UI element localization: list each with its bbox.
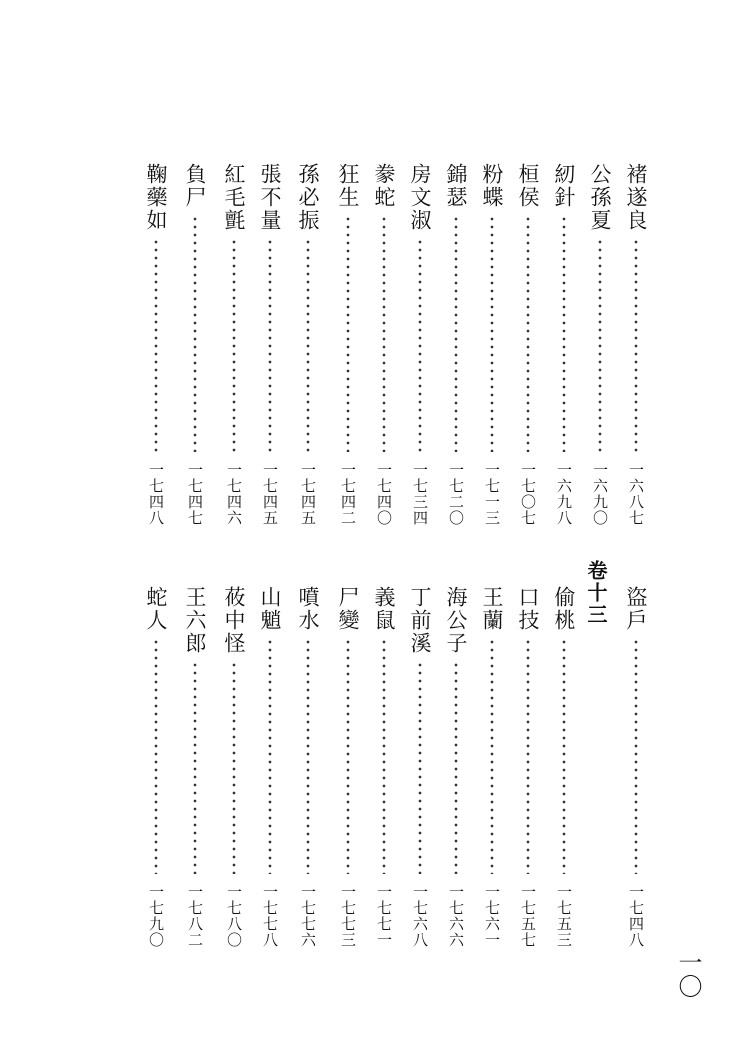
toc-entry-title: 孫必振 bbox=[296, 163, 320, 232]
dot-leader bbox=[193, 661, 197, 874]
toc-entry-title: 偷桃 bbox=[552, 586, 576, 632]
toc-entry bbox=[586, 163, 614, 526]
toc-entry-page-number: 一七五七 bbox=[519, 884, 537, 948]
toc-entry-title: 負尸 bbox=[183, 163, 207, 209]
toc-entry-page-number: 一七四六 bbox=[225, 462, 243, 526]
dot-leader bbox=[490, 215, 494, 452]
toc-entry-page-number: 一七六八 bbox=[411, 884, 429, 948]
toc-entry-title: 口技 bbox=[516, 586, 540, 632]
toc-entry-page-number: 一七一三 bbox=[483, 462, 501, 526]
toc-entry-title: 張不量 bbox=[258, 163, 282, 232]
toc-entry-page-number: 一六九〇 bbox=[591, 462, 609, 526]
toc-entry-page-number: 一七四五 bbox=[261, 462, 279, 526]
toc-entry-page-number: 一七二〇 bbox=[447, 462, 465, 526]
toc-entry-page-number: 一七五三 bbox=[555, 884, 573, 948]
toc-entry bbox=[442, 163, 470, 526]
toc-entry-page-number: 一七八二 bbox=[186, 884, 204, 948]
toc-entry-page-number: 一六八七 bbox=[627, 462, 645, 526]
dot-leader bbox=[154, 238, 158, 452]
volume-heading: 卷十三 bbox=[584, 560, 608, 626]
toc-entry-page-number: 一七四五 bbox=[299, 462, 317, 526]
toc-entry bbox=[514, 586, 542, 948]
page-folio: 一〇 bbox=[674, 950, 702, 998]
dot-leader bbox=[382, 638, 386, 874]
toc-entry-page-number: 一六九八 bbox=[555, 462, 573, 526]
toc-entry-page-number: 一七四七 bbox=[186, 462, 204, 526]
toc-entry bbox=[478, 586, 506, 948]
dot-leader bbox=[232, 661, 236, 874]
dot-leader bbox=[562, 215, 566, 452]
toc-entry-page-number: 一七七一 bbox=[375, 884, 393, 948]
toc-entry-title: 桓侯 bbox=[516, 163, 540, 209]
toc-entry-title: 丁前溪 bbox=[408, 586, 432, 655]
toc-entry-title: 蛇人 bbox=[144, 586, 168, 632]
toc-entry-title: 鞠藥如 bbox=[144, 163, 168, 232]
toc-entry-title: 褚遂良 bbox=[624, 163, 648, 232]
dot-leader bbox=[154, 638, 158, 874]
toc-entry bbox=[334, 586, 362, 948]
dot-leader bbox=[562, 638, 566, 874]
toc-entry-title: 海公子 bbox=[444, 586, 468, 655]
toc-entry-page-number: 一七七六 bbox=[299, 884, 317, 948]
toc-entry bbox=[370, 586, 398, 948]
toc-entry bbox=[622, 163, 650, 526]
toc-entry-title: 莜中怪 bbox=[222, 586, 246, 655]
toc-entry-page-number: 一七〇七 bbox=[519, 462, 537, 526]
toc-entry-page-number: 一七九〇 bbox=[147, 884, 165, 948]
toc-entry-title: 噴水 bbox=[296, 586, 320, 632]
toc-entry-title: 王六郎 bbox=[183, 586, 207, 655]
toc-entry bbox=[478, 163, 506, 526]
toc-entry bbox=[406, 163, 434, 526]
toc-entry bbox=[220, 163, 248, 526]
dot-leader bbox=[598, 238, 602, 452]
toc-entry bbox=[256, 163, 284, 526]
toc-entry bbox=[550, 586, 578, 948]
toc-entry-title: 尸變 bbox=[336, 586, 360, 632]
toc-entry bbox=[181, 586, 209, 948]
toc-entry bbox=[142, 163, 170, 526]
toc-entry-page-number: 一七六一 bbox=[483, 884, 501, 948]
toc-entry-page-number: 一七七八 bbox=[261, 884, 279, 948]
toc-entry bbox=[442, 586, 470, 948]
toc-entry-page-number: 一七四八 bbox=[147, 462, 165, 526]
toc-entry-title: 山魈 bbox=[258, 586, 282, 632]
toc-entry-title: 義鼠 bbox=[372, 586, 396, 632]
toc-entry bbox=[334, 163, 362, 526]
toc-entry-title: 公孫夏 bbox=[588, 163, 612, 232]
dot-leader bbox=[418, 661, 422, 874]
toc-entry-title: 紉針 bbox=[552, 163, 576, 209]
dot-leader bbox=[526, 638, 530, 874]
dot-leader bbox=[526, 215, 530, 452]
toc-entry-page-number: 一七四〇 bbox=[375, 462, 393, 526]
toc-entry-page-number: 一七四二 bbox=[339, 462, 357, 526]
dot-leader bbox=[193, 215, 197, 452]
toc-entry-title: 王蘭 bbox=[480, 586, 504, 632]
toc-entry-title: 狂生 bbox=[336, 163, 360, 209]
dot-leader bbox=[454, 215, 458, 452]
toc-entry-page-number: 一七四八 bbox=[627, 884, 645, 948]
toc-entry bbox=[142, 586, 170, 948]
toc-entry-title: 盜戶 bbox=[624, 586, 648, 632]
toc-entry bbox=[294, 586, 322, 948]
toc-entry bbox=[550, 163, 578, 526]
toc-entry bbox=[256, 586, 284, 948]
toc-entry bbox=[370, 163, 398, 526]
toc-entry-title: 紅毛氈 bbox=[222, 163, 246, 232]
toc-entry-title: 錦瑟 bbox=[444, 163, 468, 209]
dot-leader bbox=[418, 238, 422, 452]
toc-entry-page-number: 一七八〇 bbox=[225, 884, 243, 948]
dot-leader bbox=[634, 638, 638, 874]
toc-entry-title: 粉蝶 bbox=[480, 163, 504, 209]
dot-leader bbox=[346, 638, 350, 874]
dot-leader bbox=[634, 238, 638, 452]
toc-entry-title: 房文淑 bbox=[408, 163, 432, 232]
dot-leader bbox=[268, 238, 272, 452]
dot-leader bbox=[268, 638, 272, 874]
dot-leader bbox=[306, 638, 310, 874]
toc-entry-page-number: 一七七三 bbox=[339, 884, 357, 948]
dot-leader bbox=[346, 215, 350, 452]
dot-leader bbox=[232, 238, 236, 452]
toc-entry-page-number: 一七六六 bbox=[447, 884, 465, 948]
dot-leader bbox=[306, 238, 310, 452]
toc-entry bbox=[514, 163, 542, 526]
toc-entry bbox=[220, 586, 248, 948]
toc-entry bbox=[181, 163, 209, 526]
dot-leader bbox=[382, 215, 386, 452]
toc-entry-title: 豢蛇 bbox=[372, 163, 396, 209]
toc-entry-page-number: 一七三四 bbox=[411, 462, 429, 526]
toc-entry bbox=[294, 163, 322, 526]
toc-entry bbox=[406, 586, 434, 948]
toc-entry bbox=[622, 586, 650, 948]
dot-leader bbox=[454, 661, 458, 874]
dot-leader bbox=[490, 638, 494, 874]
